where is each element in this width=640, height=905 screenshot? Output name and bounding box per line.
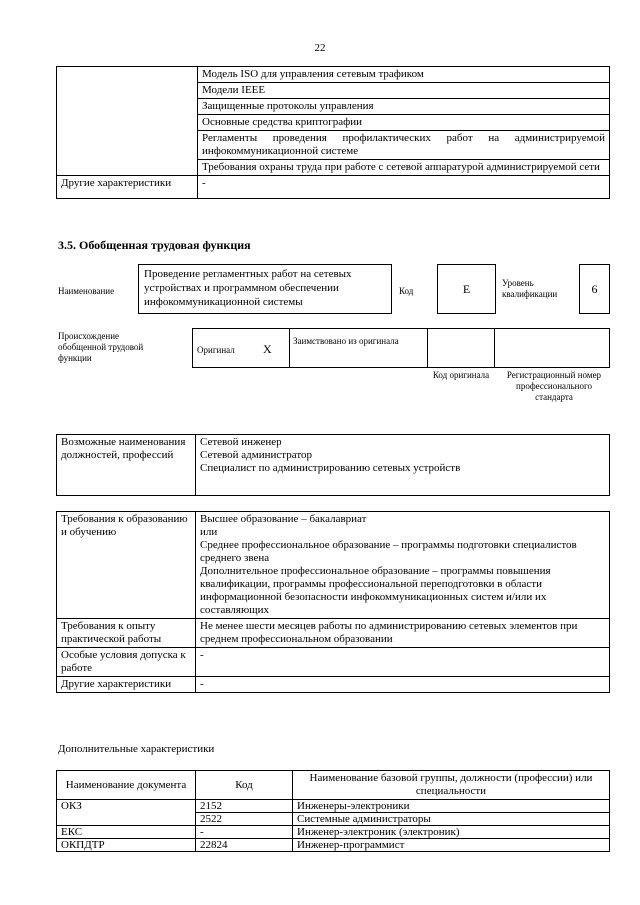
list-item: или — [200, 526, 218, 538]
positions-table — [56, 434, 610, 496]
experience-value: Не менее шести месяцев работы по администрированию сетевых элементов при среднем профессиональном образовании — [196, 619, 610, 648]
list-item: Специалист по администрированию сетевых устройств — [200, 462, 461, 474]
requirements-table — [56, 511, 610, 693]
additional-table — [56, 770, 610, 852]
doc-cell: ОКЗ — [57, 800, 196, 826]
code-original-caption: Код оригинала — [432, 370, 490, 380]
table-row: Защищенные протоколы управления — [198, 99, 610, 115]
code-label: Код — [399, 286, 414, 296]
reg-number-caption: Регистрационный номер профессионального стандарта — [506, 370, 602, 402]
code-cell: 2152 — [196, 800, 293, 813]
name-cell: Системные администраторы — [293, 813, 610, 826]
table-row: Требования охраны труда при работе с сетевой аппаратурой администрируемой сети — [198, 160, 610, 176]
name-label: Наименование — [58, 286, 115, 296]
name-cell: Инженеры-электроники — [293, 800, 610, 813]
borrowed-label: Заимствовано из оригинала — [293, 336, 399, 346]
other-label: Другие характеристики — [57, 176, 198, 199]
code-original-cell — [428, 329, 495, 367]
table-row: Регламенты проведения профилактических работ на администрируемой инфокоммуникационной системе — [198, 131, 610, 160]
list-item: Высшее образование – бакалавриат — [200, 513, 367, 525]
column-header: Наименование базовой группы, должности (профессии) или специальности — [293, 771, 610, 800]
list-item: Среднее профессиональное образование – программы подготовки специалистов среднего звена — [200, 539, 577, 564]
origin-label: Происхождение обобщенной трудовой функции — [58, 331, 144, 363]
list-item: Сетевой администратор — [200, 449, 312, 461]
column-header: Наименование документа — [57, 771, 196, 800]
level-value: 6 — [579, 264, 610, 314]
other-characteristics-label: Другие характеристики — [57, 677, 196, 693]
borrowed-cell — [290, 329, 428, 367]
function-name: Проведение регламентных работ на сетевых устройствах и программном обеспечении инфокоммуникационной системы — [138, 264, 392, 314]
code-cell: 22824 — [196, 839, 293, 852]
education-values — [196, 512, 610, 619]
section-title: 3.5. Обобщенная трудовая функция — [58, 238, 251, 252]
table-label-cell — [57, 67, 198, 176]
table-row: Основные средства криптографии — [198, 115, 610, 131]
knowledge-table — [56, 66, 610, 199]
special-conditions-label: Особые условия допуска к работе — [57, 648, 196, 677]
special-conditions-value: - — [196, 648, 610, 677]
name-cell: Инженер-электроник (электроник) — [293, 826, 610, 839]
table-row: Модели IEEE — [198, 83, 610, 99]
column-header: Код — [196, 771, 293, 800]
doc-cell: ОКПДТР — [57, 839, 196, 852]
positions-values — [196, 435, 610, 496]
original-cell — [193, 329, 290, 367]
code-cell: - — [196, 826, 293, 839]
additional-title: Дополнительные характеристики — [58, 743, 215, 755]
code-value: E — [437, 264, 496, 314]
name-cell: Инженер-программист — [293, 839, 610, 852]
page-number: 22 — [314, 42, 326, 54]
list-item: Дополнительное профессиональное образование – программы повышения квалификации, программы профессиональной переподготовки в области информационной безопасности инфокоммуникационных систем и/или их составляющих — [200, 565, 551, 616]
list-item: Сетевой инженер — [200, 436, 282, 448]
original-label: Оригинал — [197, 345, 235, 355]
origin-box — [192, 328, 610, 368]
original-mark: X — [263, 342, 272, 356]
experience-label: Требования к опыту практической работы — [57, 619, 196, 648]
code-cell: 2522 — [196, 813, 293, 826]
other-value: - — [198, 176, 610, 199]
table-row: Модель ISO для управления сетевым трафиком — [198, 67, 610, 83]
positions-label: Возможные наименования должностей, профессий — [57, 435, 196, 496]
education-label: Требования к образованию и обучению — [57, 512, 196, 619]
doc-cell: ЕКС — [57, 826, 196, 839]
other-characteristics-value: - — [196, 677, 610, 693]
level-label: Уровень квалификации — [502, 278, 558, 299]
